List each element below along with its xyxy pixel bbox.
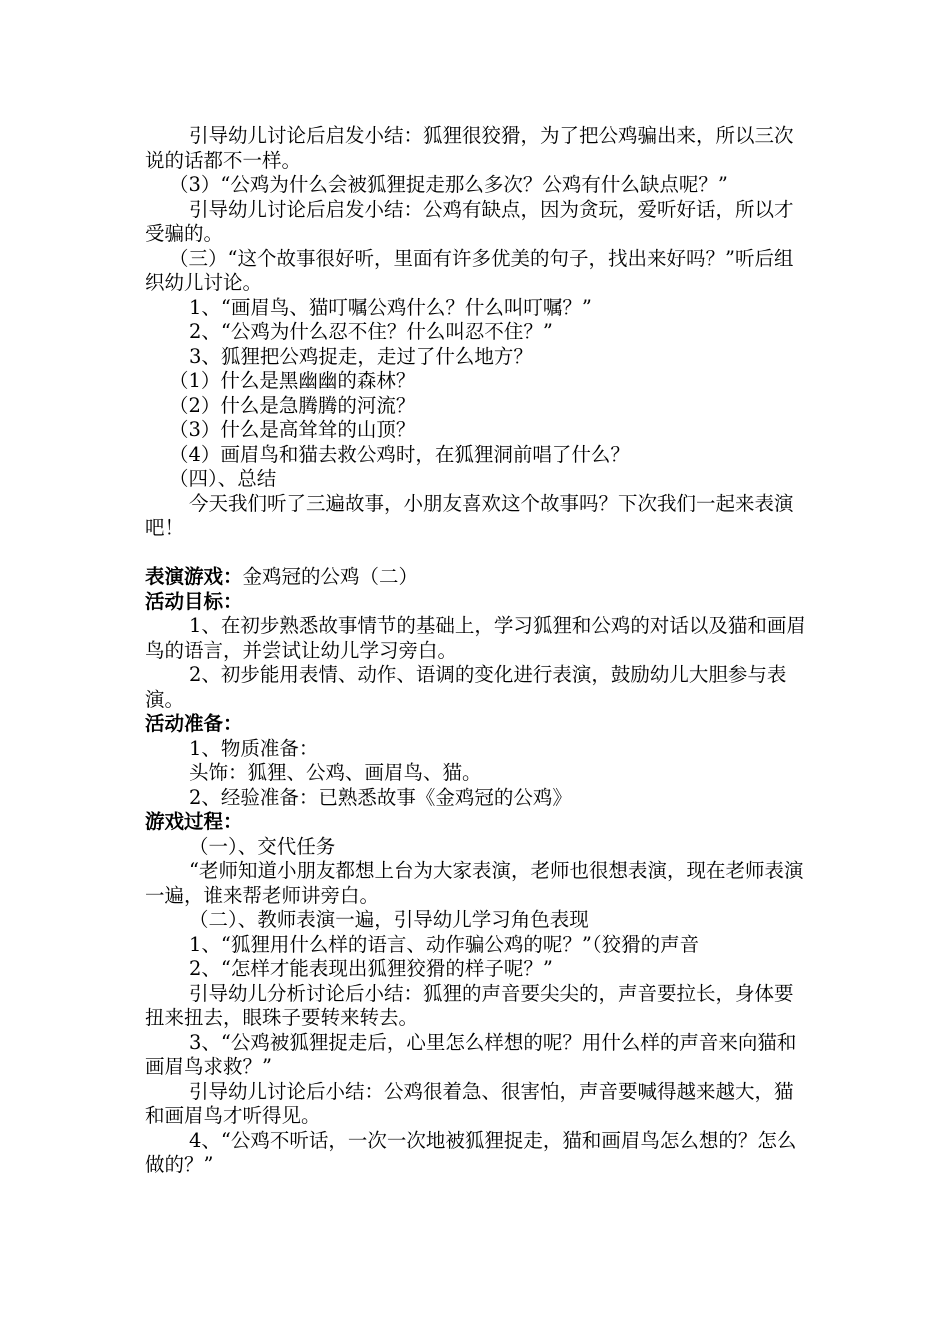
list-subitem-3: （3）什么是高耸耸的山顶？ [169,418,416,441]
goal-item-2: 2、初步能用表情、动作、语调的变化进行表演，鼓励幼儿大胆参与表演。 [145,663,787,711]
game-title-label: 表演游戏： [145,565,243,588]
list-item-question-3: 3、狐狸把公鸡捉走，走过了什么地方？ [189,344,533,368]
goal-item-1: 1、在初步熟悉故事情节的基础上，学习狐狸和公鸡的对话以及猫和画眉鸟的语言，并尝试让幼儿学习旁白。 [145,614,806,662]
process-step-2-summary-1: 引导幼儿分析讨论后小结：狐狸的声音要尖尖的，声音要拉长，身体要扭来扭去，眼珠子要转来转去。 [145,981,794,1029]
paragraph-question-3: （3）“公鸡为什么会被狐狸捉走那么多次？公鸡有什么缺点呢？” [169,173,728,196]
list-subitem-4: （4）画眉鸟和猫去救公鸡时，在狐狸洞前唱了什么？ [169,442,630,466]
paragraph-summary-1: 引导幼儿讨论后启发小结：狐狸很狡猾，为了把公鸡骗出来，所以三次说的话都不一样。 [145,124,794,172]
game-title [145,565,810,590]
paragraph-summary-2: 引导幼儿讨论后启发小结：公鸡有缺点，因为贪玩，爱听好话，所以才受骗的。 [145,197,794,245]
preparation-heading: 活动准备： [145,712,243,735]
paragraph-section-3: （三）“这个故事很好听，里面有许多优美的句子，找出来好吗？”听后组织幼儿讨论。 [145,246,794,294]
section-heading-summary: （四）、总结 [169,467,277,490]
process-heading: 游戏过程： [145,810,243,833]
preparation-item-1: 1、物质准备： [189,736,319,760]
list-item-question-2: 2、“公鸡为什么忍不住？什么叫忍不住？” [189,320,553,343]
list-subitem-1: （1）什么是黑幽幽的森林？ [169,369,416,392]
blank-line [145,541,810,566]
process-step-2-heading: （二）、教师表演一遍，引导幼儿学习角色表现 [189,908,589,931]
list-subitem-2: （2）什么是急腾腾的河流？ [169,393,416,417]
document-body [145,124,810,1178]
process-step-2-question-4: 4、“公鸡不听话，一次一次地被狐狸捉走，猫和画眉鸟怎么想的？怎么做的？” [145,1128,797,1176]
process-step-1-heading: （一）、交代任务 [189,834,336,858]
preparation-item-1-detail: 头饰：狐狸、公鸡、画眉鸟、猫。 [189,761,482,784]
game-title-text: 金鸡冠的公鸡（二） [242,565,419,588]
process-step-1-text: “老师知道小朋友都想上台为大家表演，老师也很想表演，现在老师表演一遍，谁来帮老师讲旁白。 [145,859,804,907]
process-step-2-summary-2: 引导幼儿讨论后小结：公鸡很着急、很害怕，声音要喊得越来越大，猫和画眉鸟才听得见。 [145,1079,794,1127]
process-step-2-question-1: 1、“狐狸用什么样的语言、动作骗公鸡的呢？”（狡猾的声音 [189,932,700,956]
list-item-question-1: 1、“画眉鸟、猫叮嘱公鸡什么？什么叫叮嘱？” [189,295,592,319]
process-step-2-question-2: 2、“怎样才能表现出狐狸狡猾的样子呢？” [189,957,553,980]
goals-heading: 活动目标： [145,589,243,613]
preparation-item-2: 2、经验准备：已熟悉故事《金鸡冠的公鸡》 [189,785,572,809]
paragraph-closing: 今天我们听了三遍故事，小朋友喜欢这个故事吗？下次我们一起来表演吧！ [145,491,794,539]
process-step-2-question-3: 3、“公鸡被狐狸捉走后，心里怎么样想的呢？用什么样的声音来向猫和画眉鸟求救？” [145,1030,797,1078]
